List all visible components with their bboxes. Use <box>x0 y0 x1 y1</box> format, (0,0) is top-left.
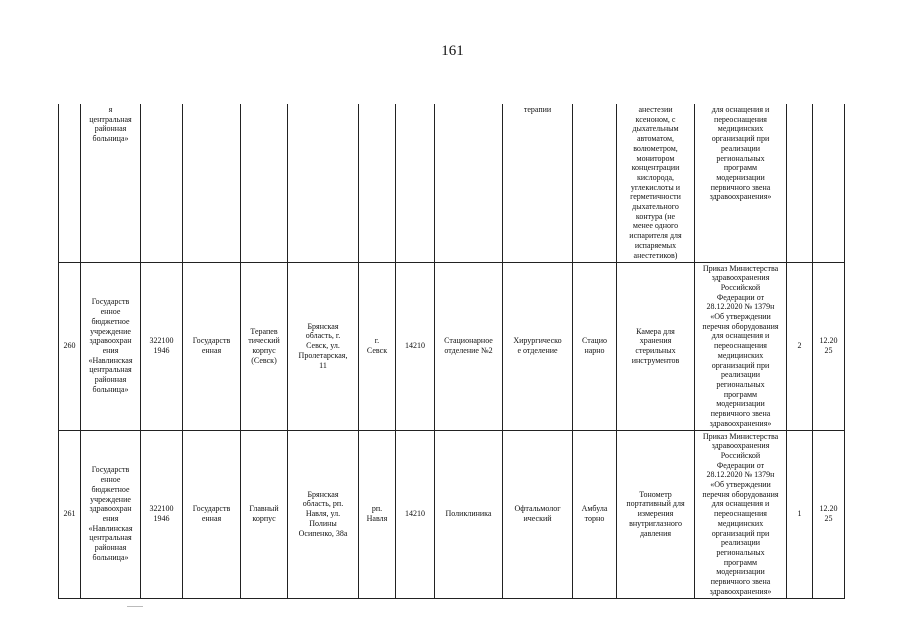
cell-institution-name: Государств енное бюджетное учреждение здравоохран ения «Навлинская центральная районная больница» <box>81 262 141 430</box>
cell-care-type: Стацио нарно <box>573 262 617 430</box>
cell-address: Брянская область, рп. Навля, ул. Полины Осипенко, 38а <box>288 430 359 598</box>
scan-artifact <box>127 606 143 607</box>
cell-num: 261 <box>59 430 81 598</box>
cell-postal: 14210 <box>396 262 435 430</box>
cell-institution-name: Государств енное бюджетное учреждение здравоохран ения «Навлинская центральная районная больница» <box>81 430 141 598</box>
cell-department: Хирургическо е отделение <box>503 262 573 430</box>
cell-basis: для оснащения и переоснащения медицинских организаций при реализации региональных программ модернизации первичного звена здравоохранения» <box>695 104 787 262</box>
cell-department-type: терапии <box>503 104 573 262</box>
cell-code: 322100 1946 <box>141 262 183 430</box>
cell-division <box>435 104 503 262</box>
cell-address <box>288 104 359 262</box>
cell-code <box>141 104 183 262</box>
cell-date <box>813 104 845 262</box>
cell-equipment: Тонометр портативный для измерения внутриглазного давления <box>617 430 695 598</box>
cell-locality <box>359 104 396 262</box>
cell-ownership <box>183 104 241 262</box>
cell-date: 12.20 25 <box>813 430 845 598</box>
cell-building: Главный корпус <box>241 430 288 598</box>
cell-num <box>59 104 81 262</box>
cell-date: 12.20 25 <box>813 262 845 430</box>
cell-equipment: анестезии ксеноном, с дыхательным автоматом, волюметром, монитором концентрации кислорода, углекислоты и герметичности дыхательного контура (не менее одного испарителя для испаряемых анестетиков) <box>617 104 695 262</box>
cell-ownership: Государств енная <box>183 430 241 598</box>
table-row <box>59 262 845 430</box>
cell-locality: рп. Навля <box>359 430 396 598</box>
cell-code: 322100 1946 <box>141 430 183 598</box>
table-row <box>59 430 845 598</box>
cell-care-type <box>573 104 617 262</box>
cell-building: Терапев тический корпус (Севск) <box>241 262 288 430</box>
table-row-continuation <box>59 104 845 262</box>
cell-equipment: Камера для хранения стерильных инструментов <box>617 262 695 430</box>
cell-quantity: 1 <box>787 430 813 598</box>
cell-quantity <box>787 104 813 262</box>
cell-quantity: 2 <box>787 262 813 430</box>
cell-postal: 14210 <box>396 430 435 598</box>
cell-locality: г. Севск <box>359 262 396 430</box>
cell-address: Брянская область, г. Севск, ул. Пролетарская, 11 <box>288 262 359 430</box>
equipment-table <box>58 104 845 599</box>
page-number: 161 <box>441 43 464 59</box>
cell-institution-name: я центральная районная больница» <box>81 104 141 262</box>
cell-postal <box>396 104 435 262</box>
cell-building <box>241 104 288 262</box>
cell-ownership: Государств енная <box>183 262 241 430</box>
cell-department: Офтальмолог ический <box>503 430 573 598</box>
cell-division: Стационарное отделение №2 <box>435 262 503 430</box>
cell-basis: Приказ Министерства здравоохранения Российской Федерации от 28.12.2020 № 1379н «Об утверждении перечня оборудования для оснащения и переоснащения медицинских организаций при реализации региональных программ модернизации первичного звена здравоохранения» <box>695 262 787 430</box>
cell-num: 260 <box>59 262 81 430</box>
cell-division: Поликлиника <box>435 430 503 598</box>
cell-care-type: Амбула торно <box>573 430 617 598</box>
cell-basis: Приказ Министерства здравоохранения Российской Федерации от 28.12.2020 № 1379н «Об утверждении перечня оборудования для оснащения и переоснащения медицинских организаций при реализации региональных программ модернизации первичного звена здравоохранения» <box>695 430 787 598</box>
